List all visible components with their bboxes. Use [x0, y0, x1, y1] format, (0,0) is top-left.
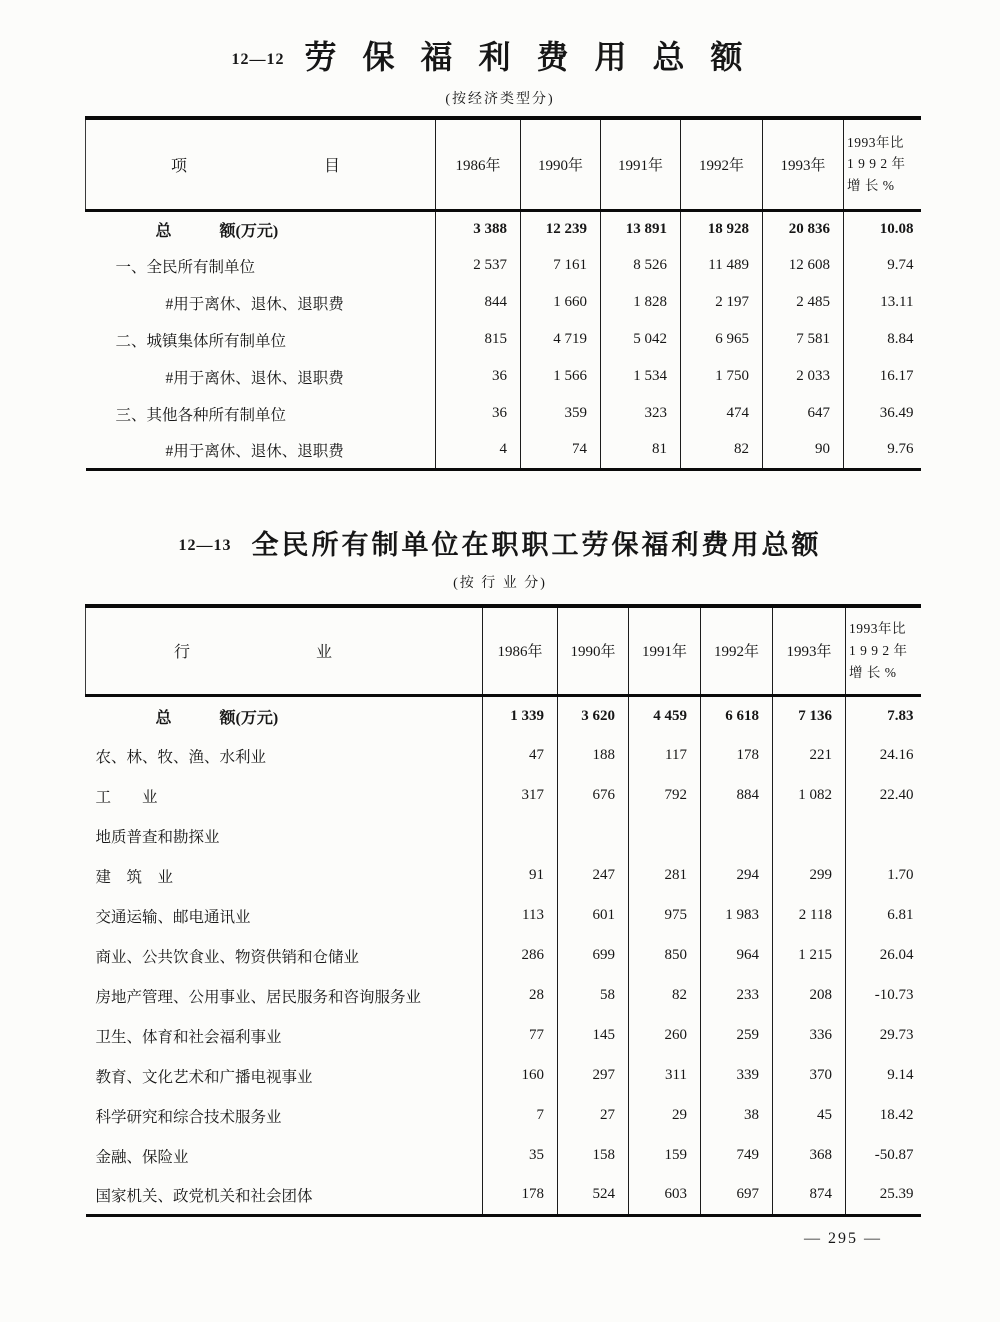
cell-value: 317: [483, 776, 558, 816]
cell-value: 82: [629, 976, 701, 1016]
row-label: 一、全民所有制单位: [115, 258, 256, 276]
growth-header-line: 1993年比: [849, 621, 906, 637]
cell-value: 158: [558, 1136, 629, 1176]
cell-value: 1 750: [681, 358, 763, 395]
cell-value: -50.87: [846, 1136, 921, 1176]
cell-value: 1 828: [601, 284, 681, 321]
table1-title-block: [0, 32, 1000, 78]
cell-value: 259: [701, 1016, 773, 1056]
row-label: 金融、保险业: [95, 1148, 189, 1166]
cell-value: 2 485: [763, 284, 844, 321]
cell-value: 792: [629, 776, 701, 816]
cell-value: 2 118: [773, 896, 846, 936]
cell-value: 233: [701, 976, 773, 1016]
header-item-spread: [86, 153, 435, 176]
table-row: [86, 321, 921, 358]
cell-value: 7 136: [773, 696, 846, 736]
column-header-1991: 1991年: [629, 606, 701, 696]
cell-value: 91: [483, 856, 558, 896]
cell-value: 601: [558, 896, 629, 936]
cell-value: 6 965: [681, 321, 763, 358]
cell-value: 145: [558, 1016, 629, 1056]
table-row: [86, 1176, 921, 1216]
column-header-1990: 1990年: [558, 606, 629, 696]
cell-value: 294: [701, 856, 773, 896]
growth-header-line: 增 长 %: [847, 178, 895, 194]
column-header-item: [86, 118, 436, 210]
cell-value: [846, 816, 921, 856]
cell-value: 3 620: [558, 696, 629, 736]
cell-value: 524: [558, 1176, 629, 1216]
cell-value: 603: [629, 1176, 701, 1216]
cell-value: 2 537: [436, 247, 521, 284]
cell-value: 35: [483, 1136, 558, 1176]
cell-value: 260: [629, 1016, 701, 1056]
table-labor-welfare-by-economic-type: [85, 116, 921, 471]
cell-value: 18 928: [681, 210, 763, 247]
cell-value: 1 215: [773, 936, 846, 976]
cell-value: 1 534: [601, 358, 681, 395]
table1-subtitle: (按经济类型分): [445, 92, 555, 107]
row-label: 房地产管理、公用事业、居民服务和咨询服务业: [95, 988, 422, 1006]
table-row: [86, 856, 921, 896]
header-row: [86, 118, 921, 210]
cell-value: 1 082: [773, 776, 846, 816]
table1-body: [86, 210, 921, 469]
cell-value: 474: [681, 395, 763, 432]
cell-value: 10.08: [844, 210, 921, 247]
cell-value: [629, 816, 701, 856]
table-row: [86, 1096, 921, 1136]
cell-value: 18.42: [846, 1096, 921, 1136]
cell-value: -10.73: [846, 976, 921, 1016]
table-row: [86, 432, 921, 469]
cell-value: 77: [483, 1016, 558, 1056]
table1-code: 12—12: [231, 51, 285, 68]
cell-value: 178: [483, 1176, 558, 1216]
cell-value: 749: [701, 1136, 773, 1176]
row-label: 地质普查和勘探业: [95, 828, 220, 846]
cell-value: 815: [436, 321, 521, 358]
column-header-1992: 1992年: [681, 118, 763, 210]
column-header-1990: 1990年: [521, 118, 601, 210]
cell-value: 697: [701, 1176, 773, 1216]
header-industry-right: 业: [315, 644, 332, 662]
cell-value: 311: [629, 1056, 701, 1096]
growth-header-line: 增 长 %: [849, 664, 897, 680]
cell-value: 29.73: [846, 1016, 921, 1056]
cell-value: 5 042: [601, 321, 681, 358]
cell-value: 8 526: [601, 247, 681, 284]
cell-value: 38: [701, 1096, 773, 1136]
cell-value: 188: [558, 736, 629, 776]
cell-value: 339: [701, 1056, 773, 1096]
row-label: 总 额(万元): [155, 222, 279, 240]
cell-value: 178: [701, 736, 773, 776]
header-item-right: 目: [323, 157, 340, 175]
cell-value: 286: [483, 936, 558, 976]
page-number: — 295 —: [804, 1230, 882, 1247]
cell-value: 2 197: [681, 284, 763, 321]
cell-value: 359: [521, 395, 601, 432]
cell-value: 159: [629, 1136, 701, 1176]
table2-body: [86, 696, 921, 1216]
cell-value: 7 161: [521, 247, 601, 284]
cell-value: 281: [629, 856, 701, 896]
cell-value: 6.81: [846, 896, 921, 936]
cell-value: 8.84: [844, 321, 921, 358]
cell-value: 368: [773, 1136, 846, 1176]
table-row: [86, 395, 921, 432]
table-row: [86, 816, 921, 856]
table-row: [86, 210, 921, 247]
cell-value: 1 983: [701, 896, 773, 936]
cell-value: 36.49: [844, 395, 921, 432]
cell-value: [773, 816, 846, 856]
cell-value: 247: [558, 856, 629, 896]
column-header-1992: 1992年: [701, 606, 773, 696]
cell-value: 676: [558, 776, 629, 816]
cell-value: 28: [483, 976, 558, 1016]
cell-value: 13 891: [601, 210, 681, 247]
cell-value: 699: [558, 936, 629, 976]
table-row: [86, 736, 921, 776]
growth-header-line: 1 9 9 2 年: [847, 156, 906, 172]
row-label: 工 业: [95, 788, 158, 806]
cell-value: 45: [773, 1096, 846, 1136]
cell-value: 12 608: [763, 247, 844, 284]
column-header-growth: [844, 118, 921, 210]
cell-value: 850: [629, 936, 701, 976]
cell-value: 22.40: [846, 776, 921, 816]
cell-value: 82: [681, 432, 763, 469]
column-header-1993: 1993年: [763, 118, 844, 210]
table1-title: 劳保福利费用总额: [304, 39, 769, 75]
table2-code: 12—13: [178, 536, 232, 554]
cell-value: 6 618: [701, 696, 773, 736]
cell-value: [701, 816, 773, 856]
cell-value: 29: [629, 1096, 701, 1136]
column-header-1991: 1991年: [601, 118, 681, 210]
cell-value: 221: [773, 736, 846, 776]
cell-value: 4: [436, 432, 521, 469]
row-label: #用于离休、退休、退职费: [165, 442, 344, 460]
cell-value: 7: [483, 1096, 558, 1136]
column-header-industry: [86, 606, 483, 696]
cell-value: 2 033: [763, 358, 844, 395]
row-label: 科学研究和综合技术服务业: [95, 1108, 282, 1126]
table-row: [86, 1016, 921, 1056]
cell-value: 16.17: [844, 358, 921, 395]
table-row: [86, 1056, 921, 1096]
row-label: 商业、公共饮食业、物资供销和仓储业: [95, 948, 360, 966]
row-label: #用于离休、退休、退职费: [165, 295, 344, 313]
table2-subtitle: (按 行 业 分): [453, 575, 547, 591]
cell-value: 964: [701, 936, 773, 976]
cell-value: 7 581: [763, 321, 844, 358]
cell-value: 297: [558, 1056, 629, 1096]
cell-value: 299: [773, 856, 846, 896]
column-header-1993: 1993年: [773, 606, 846, 696]
cell-value: 844: [436, 284, 521, 321]
cell-value: 27: [558, 1096, 629, 1136]
cell-value: 36: [436, 395, 521, 432]
cell-value: 884: [701, 776, 773, 816]
cell-value: 36: [436, 358, 521, 395]
cell-value: 90: [763, 432, 844, 469]
table2-title: 全民所有制单位在职职工劳保福利费用总额: [251, 529, 822, 560]
cell-value: 4 459: [629, 696, 701, 736]
table-row: [86, 696, 921, 736]
row-label: #用于离休、退休、退职费: [165, 369, 344, 387]
growth-header-line: 1 9 9 2 年: [849, 642, 908, 658]
cell-value: [558, 816, 629, 856]
cell-value: 3 388: [436, 210, 521, 247]
cell-value: 160: [483, 1056, 558, 1096]
cell-value: 975: [629, 896, 701, 936]
header-item-left: 项: [171, 157, 188, 175]
cell-value: 9.14: [846, 1056, 921, 1096]
row-label: 建 筑 业: [95, 868, 174, 886]
cell-value: 25.39: [846, 1176, 921, 1216]
row-label: 教育、文化艺术和广播电视事业: [95, 1068, 313, 1086]
column-header-1986: 1986年: [483, 606, 558, 696]
cell-value: 24.16: [846, 736, 921, 776]
cell-value: 20 836: [763, 210, 844, 247]
cell-value: 26.04: [846, 936, 921, 976]
cell-value: 113: [483, 896, 558, 936]
table-row: [86, 976, 921, 1016]
cell-value: 74: [521, 432, 601, 469]
cell-value: 874: [773, 1176, 846, 1216]
cell-value: 1 660: [521, 284, 601, 321]
growth-header-line: 1993年比: [847, 134, 904, 150]
cell-value: 13.11: [844, 284, 921, 321]
cell-value: [483, 816, 558, 856]
cell-value: 1 339: [483, 696, 558, 736]
column-header-1986: 1986年: [436, 118, 521, 210]
header-industry-left: 行: [174, 644, 191, 662]
table-row: [86, 1136, 921, 1176]
row-label: 农、林、牧、渔、水利业: [95, 748, 267, 766]
table-row: [86, 247, 921, 284]
cell-value: 7.83: [846, 696, 921, 736]
cell-value: 336: [773, 1016, 846, 1056]
cell-value: 647: [763, 395, 844, 432]
cell-value: 4 719: [521, 321, 601, 358]
table-row: [86, 936, 921, 976]
header-industry-spread: [86, 639, 482, 662]
row-label: 三、其他各种所有制单位: [115, 406, 287, 424]
cell-value: 117: [629, 736, 701, 776]
row-label: 国家机关、政党机关和社会团体: [95, 1187, 313, 1205]
cell-value: 81: [601, 432, 681, 469]
cell-value: 323: [601, 395, 681, 432]
cell-value: 208: [773, 976, 846, 1016]
cell-value: 9.76: [844, 432, 921, 469]
column-header-growth: [846, 606, 921, 696]
cell-value: 47: [483, 736, 558, 776]
table-labor-welfare-by-industry: [85, 604, 921, 1218]
table-row: [86, 284, 921, 321]
table-row: [86, 776, 921, 816]
header-row: [86, 606, 921, 696]
cell-value: 1 566: [521, 358, 601, 395]
table-row: [86, 896, 921, 936]
cell-value: 370: [773, 1056, 846, 1096]
cell-value: 58: [558, 976, 629, 1016]
cell-value: 11 489: [681, 247, 763, 284]
cell-value: 12 239: [521, 210, 601, 247]
row-label: 总 额(万元): [155, 709, 279, 727]
row-label: 二、城镇集体所有制单位: [115, 332, 287, 350]
row-label: 卫生、体育和社会福利事业: [95, 1028, 282, 1046]
cell-value: 9.74: [844, 247, 921, 284]
table-row: [86, 358, 921, 395]
cell-value: 1.70: [846, 856, 921, 896]
row-label: 交通运输、邮电通讯业: [95, 908, 251, 926]
table2-title-block: [0, 523, 1000, 562]
